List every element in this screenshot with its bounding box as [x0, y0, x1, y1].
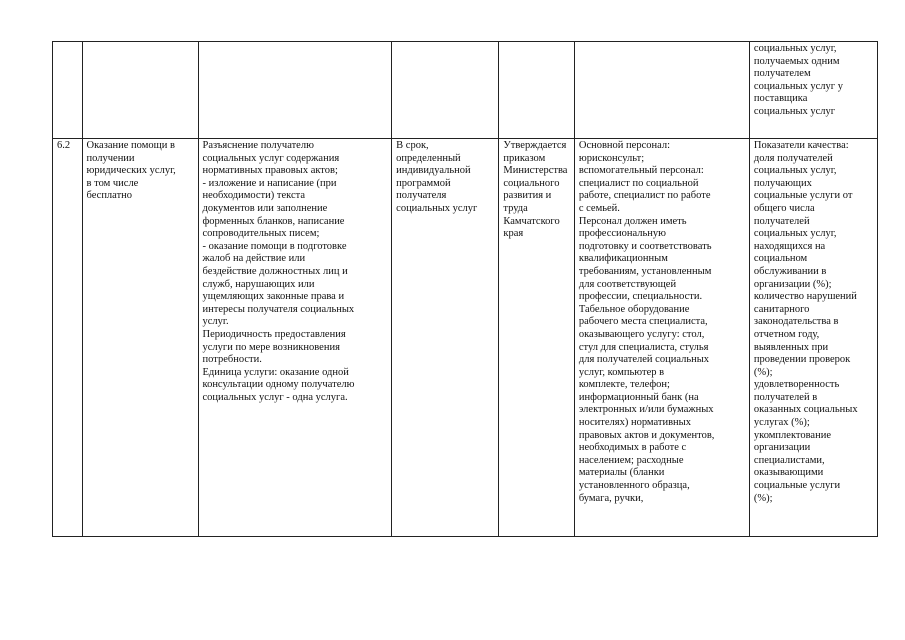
service-conditions-line: материалы (бланки	[578, 467, 665, 479]
service-content-line: форменных бланков, написание	[202, 215, 345, 227]
cell-service-name	[82, 139, 198, 537]
service-content-line: социальных услуг - одна услуга.	[202, 391, 348, 403]
quality-indicator-line: получателей в	[753, 391, 818, 403]
quality-indicator-line: оказывающими	[753, 467, 824, 479]
service-content-line: необходимости) текста	[202, 190, 306, 202]
cell-number-empty	[53, 42, 83, 139]
cell-quality-indicators	[749, 139, 877, 537]
quality-indicator-line: получателей	[753, 215, 810, 227]
service-conditions-line: Основной персонал:	[578, 140, 671, 151]
quality-indicator-line: санитарного	[753, 303, 810, 315]
service-conditions-line: юрисконсульт;	[578, 152, 645, 164]
quality-indicator-line: социальном	[753, 253, 808, 265]
service-conditions-line: рабочего места специалиста,	[578, 316, 708, 328]
service-name-line: юридических услуг,	[86, 165, 176, 177]
service-content-line: документов или заполнение	[202, 202, 328, 214]
service-name-line: получении	[86, 152, 135, 164]
cell-tariff-empty	[499, 42, 574, 139]
service-content-line: - изложение и написание (при	[202, 177, 337, 189]
quality-indicator-line: выявленных при	[753, 341, 829, 353]
cell-term-empty	[392, 42, 499, 139]
cell-service-empty	[82, 42, 198, 139]
service-conditions-line: Табельное оборудование	[578, 303, 690, 315]
cell-quality-continuation	[749, 42, 877, 139]
service-conditions-line: населением; расходные	[578, 454, 684, 466]
service-tariff-line: приказом	[503, 152, 546, 164]
service-tariff-line: Камчатского	[503, 215, 560, 227]
quality-indicator-line: социальных услуг,	[753, 228, 837, 240]
service-conditions-line: стул для специалиста, стулья	[578, 341, 709, 353]
cell-service-conditions	[574, 139, 749, 537]
quality-continuation-line: получателем	[753, 68, 811, 80]
service-content-line: интересы получателя социальных	[202, 303, 355, 315]
service-conditions-line: носителях) нормативных	[578, 417, 691, 429]
service-content-line: потребности.	[202, 354, 262, 366]
service-conditions-line: для соответствующей	[578, 278, 677, 290]
quality-indicator-line: отчетном году,	[753, 328, 820, 340]
service-content-line: Разъяснение получателю	[202, 140, 314, 151]
quality-indicator-line: специалистами,	[753, 454, 825, 466]
cell-conditions-empty	[574, 42, 749, 139]
service-term-line: социальных услуг	[396, 202, 478, 214]
service-term-line: В срок,	[396, 140, 429, 151]
quality-indicator-line: организации (%);	[753, 278, 832, 290]
quality-continuation-line: социальных услуг у	[753, 80, 843, 92]
service-name-line: Оказание помощи в	[86, 140, 175, 151]
quality-continuation-line: поставщика	[753, 93, 808, 105]
service-name-line: бесплатно	[86, 190, 133, 202]
quality-indicator-line: укомплектование	[753, 429, 831, 441]
cell-service-tariff	[499, 139, 574, 537]
service-term-line: получателя	[396, 190, 447, 202]
quality-indicator-line: социальные услуги	[753, 480, 841, 492]
service-content-line: сопроводительных писем;	[202, 228, 320, 240]
cell-service-term	[392, 139, 499, 537]
service-conditions-line: информационный банк (на	[578, 391, 699, 403]
quality-continuation-line: получаемых одним	[753, 55, 840, 67]
quality-continuation-line: социальных услуг	[753, 105, 836, 117]
quality-indicator-line: (%);	[753, 492, 773, 504]
service-tariff-line: труда	[503, 202, 528, 214]
service-content-line: - оказание помощи в подготовке	[202, 240, 347, 252]
quality-indicator-line: удовлетворенность	[753, 379, 840, 391]
quality-indicator-line: социальных услуг,	[753, 165, 837, 177]
quality-indicator-line: Показатели качества:	[753, 140, 849, 151]
quality-indicator-line: получающих	[753, 177, 812, 189]
service-term-line: определенный	[396, 152, 461, 164]
service-content-line: бездействие должностных лиц и	[202, 265, 348, 277]
service-tariff-line: Утверждается	[503, 140, 567, 151]
service-content-line: жалоб на действие или	[202, 253, 306, 265]
quality-indicator-line: доля получателей	[753, 152, 833, 164]
service-tariff-line: Министерства	[503, 165, 568, 177]
service-conditions-line: Персонал должен иметь	[578, 215, 687, 227]
quality-indicator-line: проведении проверок	[753, 354, 851, 366]
service-content-line: Периодичность предоставления	[202, 328, 346, 340]
service-conditions-line: профессии, специальности.	[578, 291, 703, 303]
service-conditions-line: установленного образца,	[578, 480, 690, 492]
service-conditions-line: квалификационным	[578, 253, 668, 265]
service-content-line: консультации одному получателю	[202, 379, 355, 391]
service-conditions-line: требованиям, установленным	[578, 265, 712, 277]
service-content-line: услуг.	[202, 316, 229, 328]
service-tariff-line: развития и	[503, 190, 552, 202]
service-conditions-line: специалист по социальной	[578, 177, 699, 189]
service-content-line: нормативных правовых актов;	[202, 165, 338, 177]
quality-indicator-line: услугах (%);	[753, 417, 810, 429]
table-row-service-6-2	[53, 139, 878, 537]
service-conditions-line: профессиональную	[578, 228, 667, 240]
service-content-line: услуги по мере возникновения	[202, 341, 340, 353]
quality-indicator-line: находящихся на	[753, 240, 826, 252]
service-conditions-line: электронных и/или бумажных	[578, 404, 714, 416]
service-term-line: индивидуальной	[396, 165, 471, 177]
service-conditions-line: вспомогательный персонал:	[578, 165, 704, 177]
service-conditions-line: для получателей социальных	[578, 354, 710, 366]
service-conditions-line: комплекте, телефон;	[578, 379, 670, 391]
service-content-line: ущемляющих законные права и	[202, 291, 345, 303]
service-content-line: Единица услуги: оказание одной	[202, 366, 349, 378]
quality-indicator-line: законодательства в	[753, 316, 839, 328]
service-conditions-line: правовых актов и документов,	[578, 429, 715, 441]
service-conditions-line: оказывающего услугу: стол,	[578, 328, 705, 340]
cell-content-empty	[198, 42, 392, 139]
service-conditions-line: работе, специалист по работе	[578, 190, 711, 202]
service-number: 6.2	[57, 140, 71, 151]
service-conditions-line: бумага, ручки,	[578, 492, 644, 504]
quality-indicator-line: социальные услуги от	[753, 190, 853, 202]
quality-indicator-line: обслуживании в	[753, 265, 827, 277]
quality-indicator-line: общего числа	[753, 202, 815, 214]
service-content-line: социальных услуг содержания	[202, 152, 340, 164]
quality-continuation-line: социальных услуг,	[753, 43, 837, 54]
cell-service-content	[198, 139, 392, 537]
service-term-line: программой	[396, 177, 451, 189]
cell-service-number	[53, 139, 83, 537]
quality-indicator-line: оказанных социальных	[753, 404, 858, 416]
service-conditions-line: услуг, компьютер в	[578, 366, 665, 378]
quality-indicator-line: организации	[753, 442, 811, 454]
quality-indicator-line: (%);	[753, 366, 773, 378]
service-tariff-line: социального	[503, 177, 560, 189]
table-row-continuation	[53, 42, 878, 139]
services-table	[52, 41, 878, 537]
service-name-line: в том числе	[86, 177, 139, 189]
service-content-line: служб, нарушающих или	[202, 278, 315, 290]
quality-indicator-line: количество нарушений	[753, 291, 857, 303]
service-conditions-line: необходимых в работе с	[578, 442, 687, 454]
service-tariff-line: края	[503, 228, 524, 240]
service-conditions-line: с семьей.	[578, 202, 620, 214]
service-conditions-line: подготовку и соответствовать	[578, 240, 712, 252]
